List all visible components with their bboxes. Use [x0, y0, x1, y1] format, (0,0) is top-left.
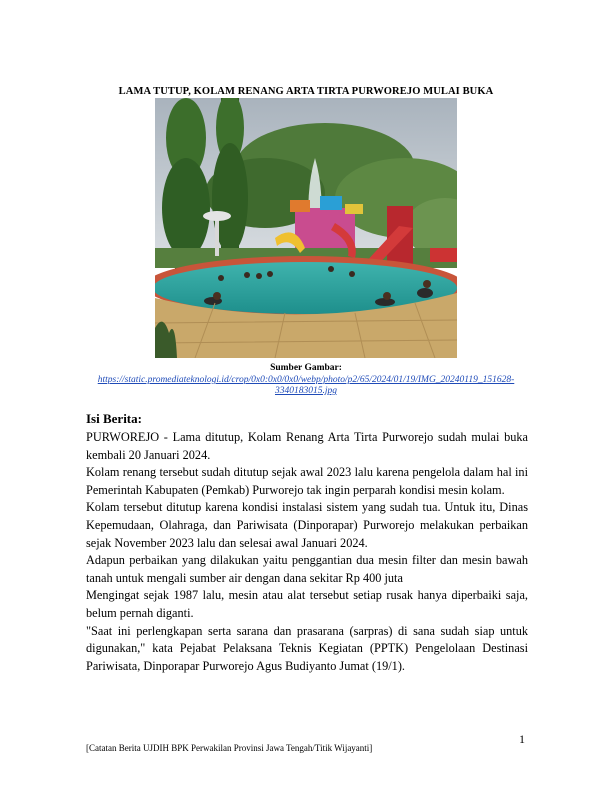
section-heading: Isi Berita:: [86, 411, 142, 426]
article-body: [86, 429, 528, 675]
paragraph: Kolam renang tersebut sudah ditutup sejak awal 2023 lalu karena pengelola dalam hal ini Pemerintah Kabupaten (Pemkab) Purworejo tak ingin perparah kondisi mesin kolam.: [86, 465, 528, 497]
image-source-label: Sumber Gambar:: [270, 363, 342, 373]
page-title: LAMA TUTUP, KOLAM RENANG ARTA TIRTA PURWOREJO MULAI BUKA: [118, 86, 494, 97]
paragraph: PURWOREJO - Lama ditutup, Kolam Renang Arta Tirta Purworejo sudah mulai buka kembali 20 Januari 2024.: [86, 430, 528, 462]
image-source-link[interactable]: https://static.promediateknologi.id/crop/0x0:0x0/0x0/webp/photo/p2/65/2024/01/19/IMG_20240119_151628-3340183015.jpg: [97, 375, 515, 396]
swimming-pool-photo: [155, 98, 457, 358]
page-footer: [Catatan Berita UJDIH BPK Perwakilan Provinsi Jawa Tengah/Titik Wijayanti]: [86, 743, 373, 753]
paragraph: Adapun perbaikan yang dilakukan yaitu penggantian dua mesin filter dan mesin bawah tanah untuk mengali sumber air dengan dana sekitar Rp 400 juta: [86, 553, 528, 585]
page-number: 1: [519, 732, 525, 746]
paragraph: Mengingat sejak 1987 lalu, mesin atau alat tersebut setiap rusak hanya diperbaiki saja, belum pernah diganti.: [86, 588, 528, 620]
paragraph: Kolam tersebut ditutup karena kondisi instalasi sistem yang sudah tua. Untuk itu, Dinas Kepemudaan, Olahraga, dan Pariwisata (Dinporapar) Purworejo melakukan perbaikan sejak November 2023 lalu dan selesai awal Januari 2024.: [86, 500, 528, 550]
paragraph: "Saat ini perlengkapan serta sarana dan prasarana (sarpras) di sana sudah siap untuk digunakan," kata Pejabat Pelaksana Teknis Kegiatan (PPTK) Pengelolaan Destinasi Pariwisata, Dinporapar Purworejo Agus Budiyanto Jumat (19/1).: [86, 623, 528, 673]
